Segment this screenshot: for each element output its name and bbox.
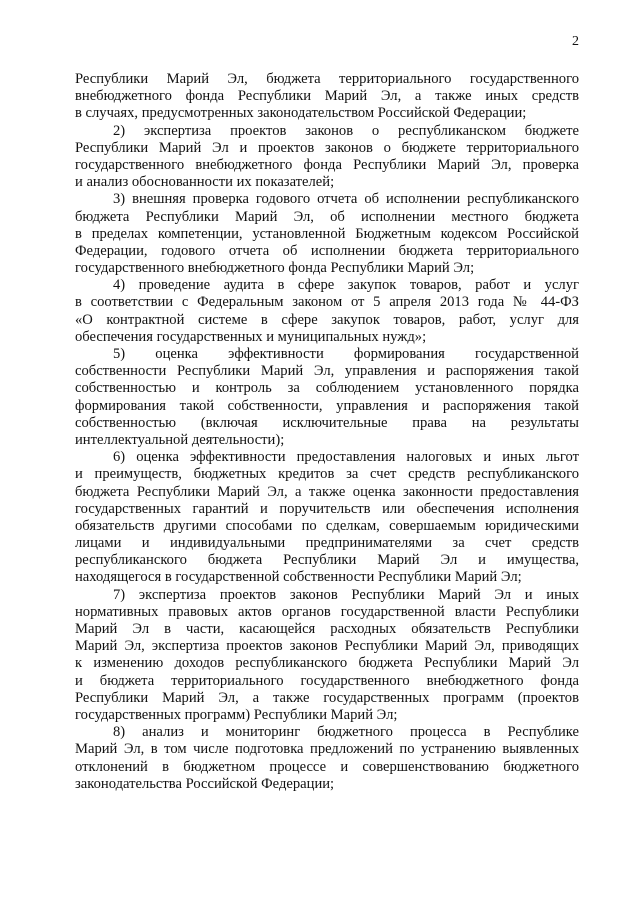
text-line: отклонений в бюджетном процессе и совершенствованию бюджетного	[75, 758, 579, 775]
text-line: нормативных правовых актов органов государственной власти Республики	[75, 603, 579, 620]
text-line: Марий Эл, в том числе подготовка предложений по устранению выявленных	[75, 741, 579, 758]
text-line: находящегося в государственной собственности Республики Марий Эл;	[75, 569, 522, 586]
text-line: в соответствии с Федеральным законом от 5 апреля 2013 года № 44-ФЗ	[75, 294, 579, 311]
text-line: в пределах компетенции, установленной Бюджетным кодексом Российской	[75, 225, 579, 242]
text-line: государственных гарантий и поручительств или обеспечения исполнения	[75, 500, 579, 517]
text-line: собственностью и контроль за соблюдением установленного порядка	[75, 380, 579, 397]
text-line: Республики Марий Эл и проектов законов о бюджете территориального	[75, 139, 579, 156]
paragraph	[75, 346, 579, 449]
text-line: 3) внешняя проверка годового отчета об исполнении республиканского	[113, 191, 579, 208]
text-line: Федерации, годового отчета об исполнении бюджета территориального	[75, 242, 579, 259]
text-line: бюджета Республики Марий Эл, а также оценка законности предоставления	[75, 483, 579, 500]
text-line: 5) оценка эффективности формирования государственной	[113, 346, 579, 362]
text-line: Марий Эл в части, касающейся расходных обязательств Республики	[75, 621, 579, 637]
text-line: и анализ обоснованности их показателей;	[75, 174, 335, 191]
text-line: собственностью (включая исключительные права на результаты	[75, 414, 579, 431]
text-line: республиканского бюджета Республики Марий Эл и имущества,	[75, 552, 579, 569]
text-line: формирования такой собственности, управления и распоряжения такой	[75, 397, 579, 414]
paragraph	[75, 449, 579, 587]
text-line: 6) оценка эффективности предоставления налоговых и иных льгот	[113, 449, 579, 466]
text-line: обеспечения государственных и муниципальных нужд»;	[75, 328, 427, 345]
text-line: Марий Эл, экспертиза проектов законов Республики Марий Эл, приводящих	[75, 638, 579, 655]
text-line: собственности Республики Марий Эл, управления и распоряжения такой	[75, 363, 579, 380]
document-body	[75, 71, 579, 793]
paragraph	[75, 277, 579, 346]
text-line: 2) экспертиза проектов законов о республиканском бюджете	[113, 122, 579, 139]
text-line: 4) проведение аудита в сфере закупок товаров, работ и услуг	[113, 277, 579, 294]
text-line: обязательств другими способами по сделкам, совершаемым юридическими	[75, 517, 579, 534]
text-line: интеллектуальной деятельности);	[75, 431, 285, 448]
paragraph	[75, 123, 579, 192]
text-line: к изменению доходов республиканского бюджета Республики Марий Эл	[75, 655, 579, 672]
text-line: государственного внебюджетного фонда Республики Марий Эл;	[75, 260, 475, 277]
text-line: государственных программ) Республики Марий Эл;	[75, 706, 398, 723]
text-line: 8) анализ и мониторинг бюджетного процесса в Республике	[113, 724, 579, 741]
text-line: законодательства Российской Федерации;	[75, 775, 335, 792]
paragraph	[75, 724, 579, 793]
text-line: бюджета Республики Марий Эл, об исполнении местного бюджета	[75, 208, 579, 225]
text-line: внебюджетного фонда Республики Марий Эл, а также иных средств	[75, 88, 579, 105]
page-number: 2	[572, 34, 579, 49]
text-line: и бюджета территориального государственного внебюджетного фонда	[75, 672, 579, 689]
text-line: 7) экспертиза проектов законов Республики Марий Эл и иных	[113, 586, 579, 603]
text-line: и преимуществ, бюджетных кредитов за счет средств республиканского	[75, 466, 579, 483]
text-line: в случаях, предусмотренных законодательством Российской Федерации;	[75, 105, 527, 122]
text-line: Республики Марий Эл, а также государственных программ (проектов	[75, 689, 579, 706]
text-line: лицами и индивидуальными предпринимателями за счет средств	[75, 535, 579, 552]
text-line: Республики Марий Эл, бюджета территориального государственного	[75, 71, 579, 87]
paragraph	[75, 71, 579, 123]
paragraph	[75, 587, 579, 725]
text-line: «О контрактной системе в сфере закупок товаров, работ, услуг для	[75, 311, 579, 328]
paragraph	[75, 191, 579, 277]
text-line: государственного внебюджетного фонда Республики Марий Эл, проверка	[75, 156, 579, 173]
